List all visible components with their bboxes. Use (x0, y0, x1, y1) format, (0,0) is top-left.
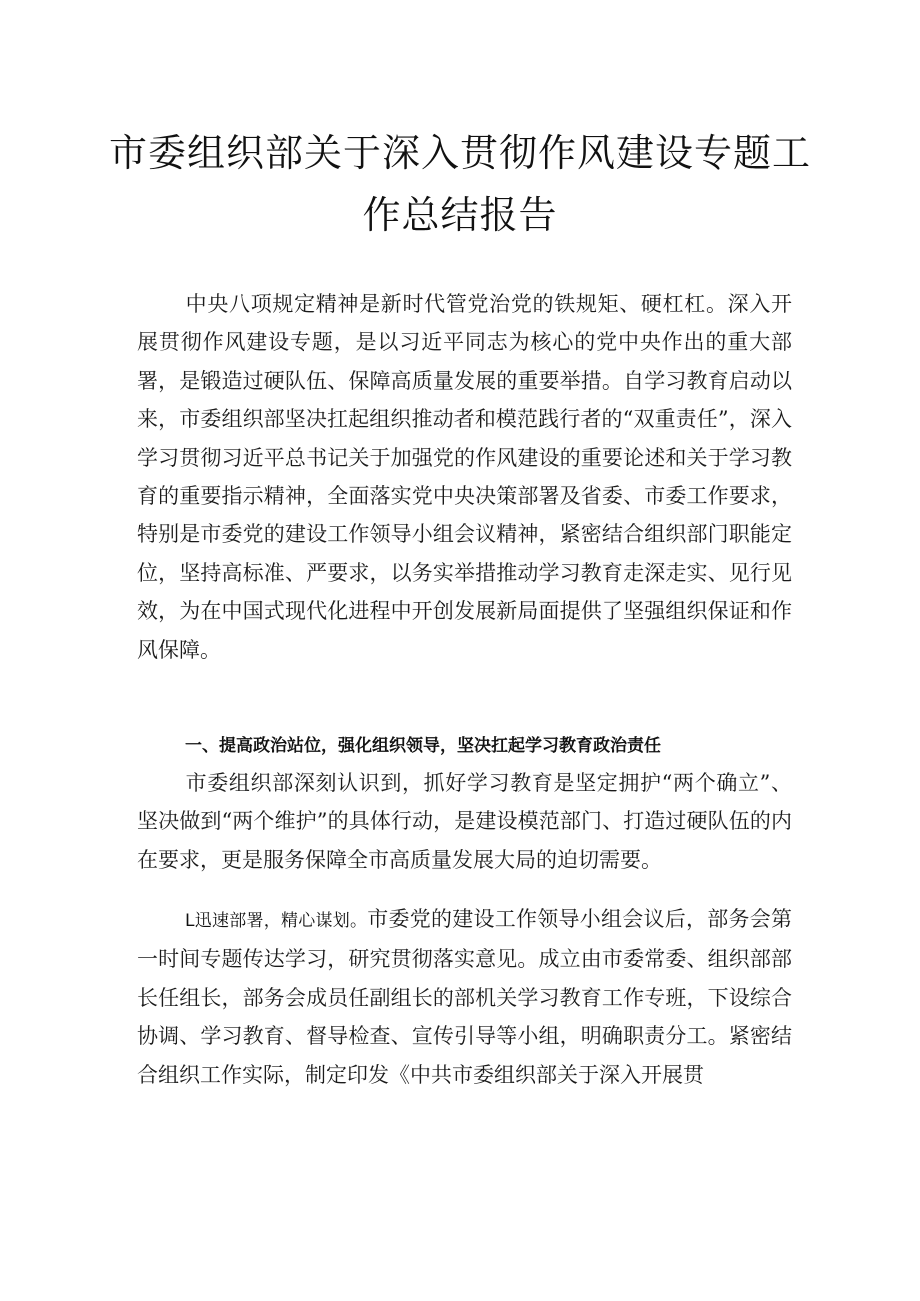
intro-paragraph-text: 中央八项规定精神是新时代管党治党的铁规矩、硬杠杠。深入开展贯彻作风建设专题，是以习近平同志为核心的党中央作出的重大部署，是锻造过硬队伍、保障高质量发展的重要举措。自学习教育启动以来，市委组织部坚决扛起组织推动者和模范践行者的“双重责任”，深入学习贯彻习近平总书记关于加强党的作风建设的重要论述和关于学习教育的重要指示精神，全面落实党中央决策部署及省委、市委工作要求，特别是市委党的建设工作领导小组会议精神，紧密结合组织部门职能定位，坚持高标准、严要求，以务实举措推动学习教育走深走实、见行见效，为在中国式现代化进程中开创发展新局面提供了坚强组织保证和作风保障。 (137, 292, 792, 662)
document-title-line-1: 市委组织部关于深入贯彻作风建设专题工 (108, 131, 811, 175)
section1-paragraph-text: 市委组织部深刻认识到，抓好学习教育是坚定拥护“两个确立”、坚决做到“两个维护”的具体行动，是建设模范部门、打造过硬队伍的内在要求，更是服务保障全市高质量发展大局的迫切需要。 (137, 771, 792, 872)
subsection-lead: L迅速部署，精心谋划。 (185, 911, 368, 931)
section1-paragraph (137, 764, 792, 879)
subsection-paragraph-text: 市委党的建设工作领导小组会议后，部务会第一时间专题传达学习，研究贯彻落实意见。成立由市委常委、组织部部长任组长，部务会成员任副组长的部机关学习教育工作专班，下设综合协调、学习教育、督导检查、宣传引导等小组，明确职责分工。紧密结合组织工作实际，制定印发《中共市委组织部关于深入开展贯 (137, 907, 792, 1087)
intro-paragraph (137, 285, 792, 669)
section-heading-1: 一、提高政治站位，强化组织领导，坚决扛起学习教育政治责任 (185, 736, 661, 756)
subsection-paragraph (137, 900, 792, 1094)
document-title-line-2: 作总结报告 (362, 193, 558, 237)
